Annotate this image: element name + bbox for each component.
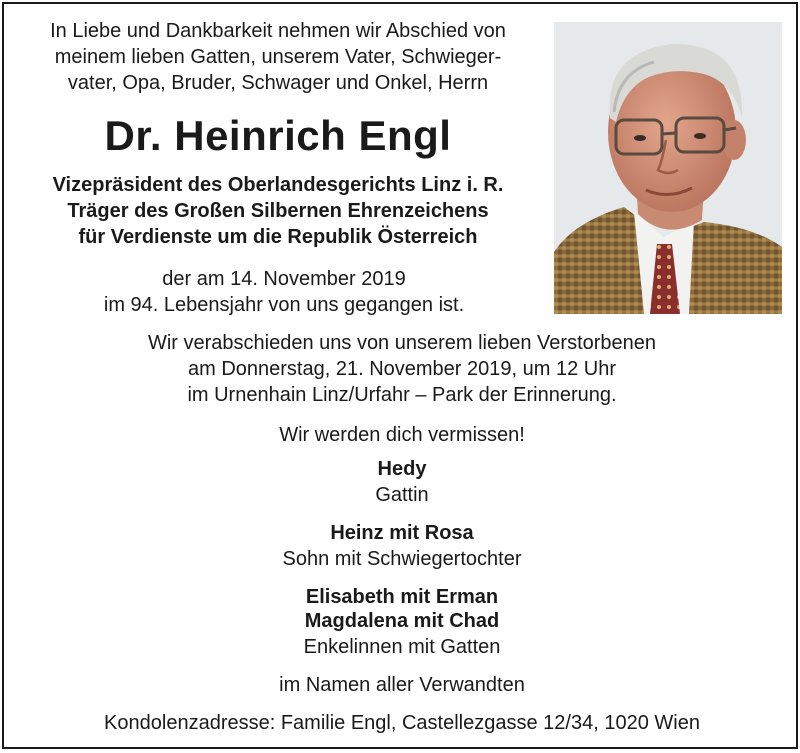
portrait-illustration [554, 22, 782, 314]
farewell-line-1: Wir verabschieden uns von unserem lieben Verstorbenen [147, 332, 657, 354]
intro-line-3: vater, Opa, Bruder, Schwager und Onkel, Herrn [67, 72, 489, 94]
family-name-hedy: Hedy [377, 458, 427, 480]
condolence-address: Kondolenzadresse: Familie Engl, Castellezgasse 12/34, 1020 Wien [104, 712, 700, 734]
family-relation-gattin: Gattin [375, 484, 429, 506]
farewell-line-2: am Donnerstag, 21. November 2019, um 12 Uhr [188, 358, 616, 380]
intro-line-1: In Liebe und Dankbarkeit nehmen wir Abschied von [50, 20, 506, 42]
relatives-line: im Namen aller Verwandten [279, 674, 525, 696]
obituary-notice [2, 2, 798, 749]
family-name-magdalena: Magdalena mit Chad [304, 610, 500, 632]
portrait-photo [554, 22, 782, 314]
title-line-3: für Verdienste um die Republik Österreich [78, 226, 478, 248]
family-name-heinz: Heinz mit Rosa [330, 522, 474, 544]
farewell-line-3: im Urnenhain Linz/Urfahr – Park der Erinnerung. [187, 384, 617, 406]
family-name-elisabeth: Elisabeth mit Erman [305, 586, 499, 608]
title-line-2: Träger des Großen Silbernen Ehrenzeichens [67, 200, 489, 222]
title-line-1: Vizepräsident des Oberlandesgerichts Linz i. R. [52, 174, 504, 196]
deceased-name: Dr. Heinrich Engl [104, 112, 452, 159]
family-relation-enkelinnen: Enkelinnen mit Gatten [303, 636, 501, 658]
death-line-1: der am 14. November 2019 [162, 268, 406, 290]
intro-line-2: meinem lieben Gatten, unserem Vater, Schwieger- [54, 46, 502, 68]
miss-line: Wir werden dich vermissen! [279, 424, 525, 446]
family-relation-sohn: Sohn mit Schwiegertochter [282, 548, 522, 570]
death-line-2: im 94. Lebensjahr von uns gegangen ist. [103, 294, 465, 316]
